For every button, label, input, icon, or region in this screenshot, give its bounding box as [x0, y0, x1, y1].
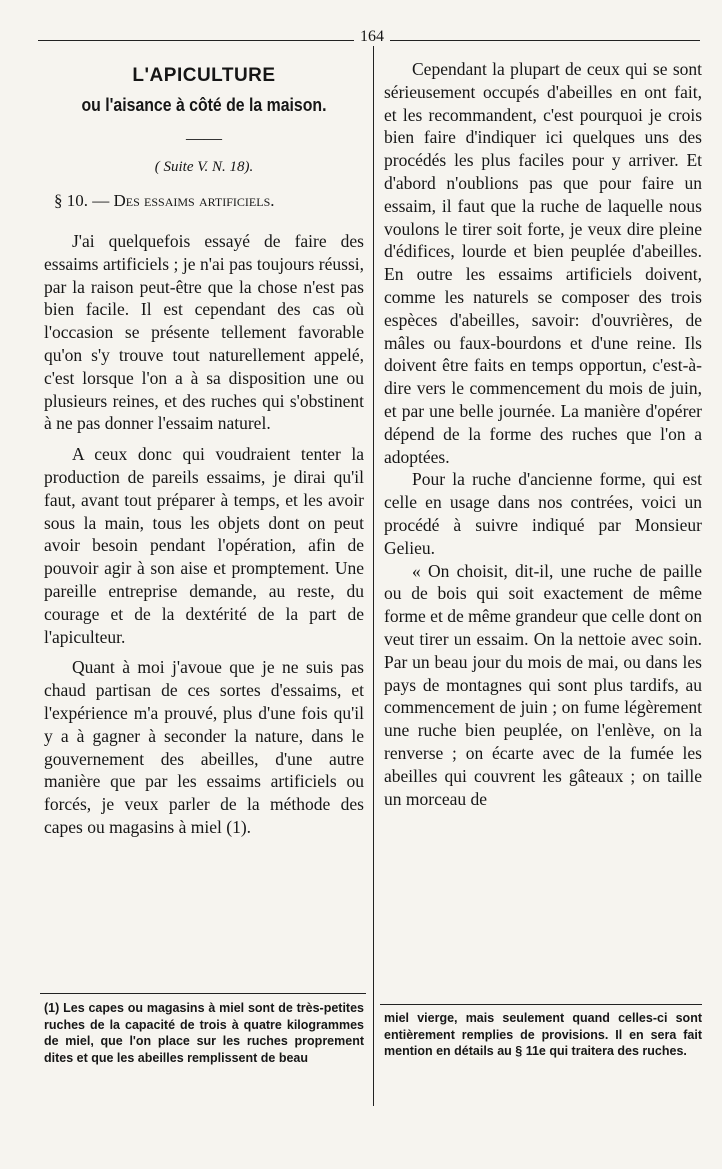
footnote: (1) Les capes ou magasins à miel sont de très-petites ruches de la capacité de trois à quatre kilogrammes de miel, que l'on place sur les ruches proprement dites et que les abeilles remplissent de beau: [44, 1001, 364, 1065]
header-rule: [38, 40, 354, 41]
paragraph: J'ai quelquefois essayé de faire des essaims artificiels ; je n'ai pas toujours réussi, par la raison peut-être que la chose n'est pas bien facile. Il est cependant des cas où l'occasion se présente tellement favorable qu'on s'y trouve tout naturellement appelé, c'est lorsque l'on a à sa disposition une ou plusieurs reines, et des ruches qui s'obstinent à ne pas donner l'essaim naturel.: [44, 231, 364, 434]
paragraph: Pour la ruche d'ancienne forme, qui est celle en usage dans nos contrées, voici un procédé à suivre indiqué par Monsieur Gelieu.: [384, 469, 702, 558]
column-divider: [373, 46, 374, 1106]
paragraph: A ceux donc qui voudraient tenter la production de pareils essaims, je dirai qu'il faut, avant tout préparer à temps, et les avoir sous la main, tous les objets dont on peut avoir besoin pendant l'opération, afin de pouvoir agir à son aise et promptement. Une pareille entreprise demande, au reste, du courage et de la dextérité de la part de l'apiculteur.: [44, 444, 364, 647]
header-rule: [390, 40, 700, 41]
footnote-rule: [380, 1004, 702, 1005]
paragraph: « On choisit, dit-il, une ruche de paille ou de bois qui soit exactement de même forme et de même grandeur que celle dont on veut tirer un essaim. On la nettoie avec soin. Par un beau jour du mois de mai, ou dans les pays de montagnes qui sont plus tardifs, au commencement de juin ; on fume légèrement une ruche bien peuplée, on l'enlève, on la renverse ; on écarte avec de la fumée les abeilles qui couvrent les gâteaux ; on taille un morceau de: [384, 560, 702, 809]
footnote-continuation: miel vierge, mais seulement quand celles-ci sont entièrement remplies de provisions. Il en sera fait mention en détails au § 11e qui traitera des ruches.: [384, 1011, 702, 1058]
section-title: Des essaims artificiels.: [113, 191, 275, 210]
page-number: 164: [360, 28, 384, 45]
right-column: [384, 58, 702, 810]
continuation-note: ( Suite V. N. 18).: [154, 159, 254, 175]
footnote-rule: [40, 993, 366, 994]
paragraph: Cependant la plupart de ceux qui se sont sérieusement occupés d'abeilles en ont fait, et les recommandent, c'est pourquoi je crois bien faire d'indiquer ici quelques uns des procédés les plus faciles pour y arriver. Et d'abord n'oublions pas que pour faire un essaim, il faut que la ruche de laquelle nous voulons le tirer soit forte, je veux dire pleine d'édifices, lourde et bien peuplée d'abeilles. En outre les essaims artificiels doivent, comme les naturels se composer des trois espèces d'abeilles, savoir: d'ouvrières, de mâles ou faux-bourdons et d'une reine. Ils doivent être faits en temps opportun, c'est-à-dire vers le commencement du mois de juin, et par une belle journée. La manière d'opérer dépend de la forme des ruches que l'on a adoptées.: [384, 59, 702, 467]
section-number: § 10. —: [54, 191, 110, 210]
title-separator: ——: [186, 128, 222, 148]
article-subtitle: ou l'aisance à côté de la maison.: [81, 95, 327, 115]
section-heading: [54, 186, 364, 216]
left-column: [44, 58, 364, 839]
article-title: L'APICULTURE: [132, 65, 276, 86]
paragraph: Quant à moi j'avoue que je ne suis pas chaud partisan de ces sortes d'essaims, et l'expérience m'a prouvé, plus d'une fois qu'il y a à gagner à seconder la nature, dans le gouvernement des abeilles, d'une autre manière que par les essaims artificiels ou forcés, je veux parler de la méthode des capes ou magasins à miel (1).: [44, 657, 364, 837]
